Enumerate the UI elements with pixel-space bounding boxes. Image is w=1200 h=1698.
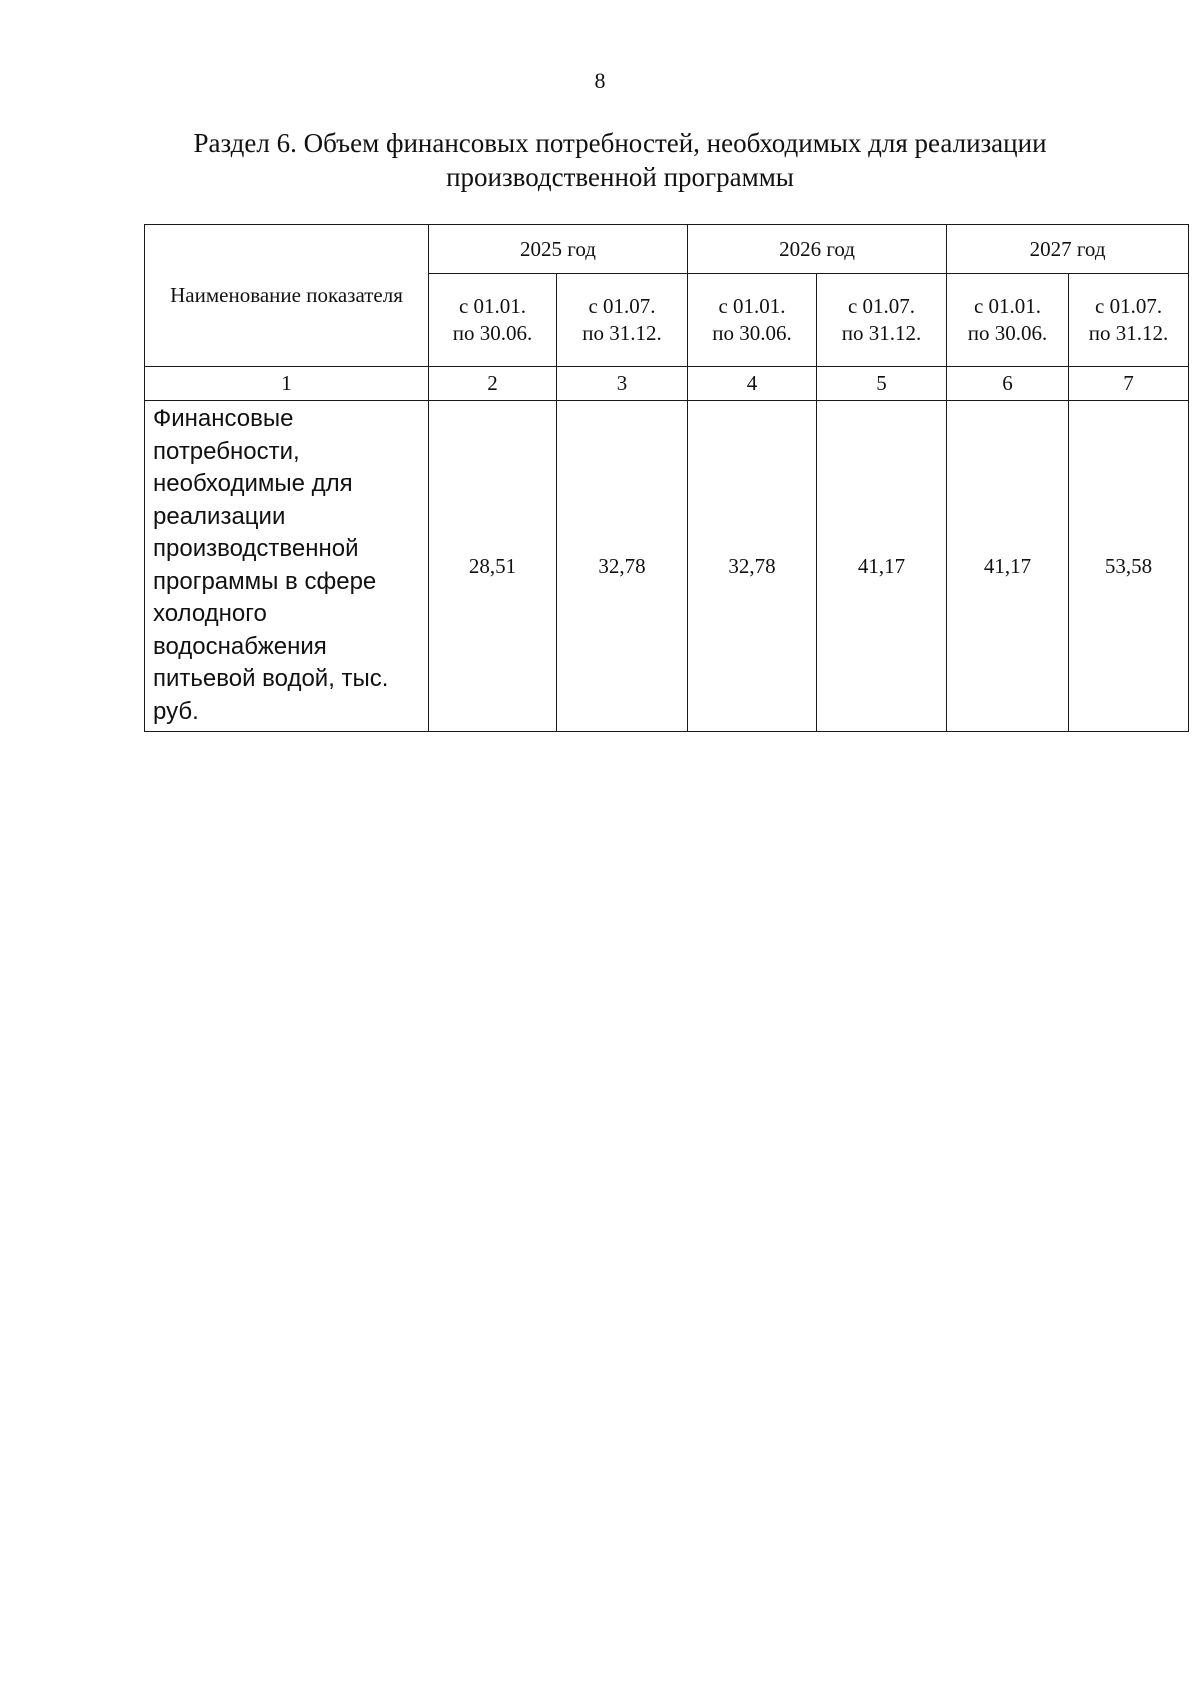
section-title (120, 126, 1120, 194)
financial-needs-table (144, 224, 1189, 732)
value-cell: 41,17 (947, 401, 1069, 732)
column-number: 6 (947, 367, 1069, 401)
period-to: по 30.06. (967, 321, 1048, 345)
period-from: с 01.07. (1095, 294, 1163, 318)
period-header (557, 274, 688, 367)
column-number: 3 (557, 367, 688, 401)
value-cell: 32,78 (557, 401, 688, 732)
year-header-2026: 2026 год (688, 225, 947, 274)
period-from: с 01.01. (718, 294, 786, 318)
period-to: по 31.12. (1088, 321, 1169, 345)
column-number: 4 (688, 367, 817, 401)
period-to: по 30.06. (712, 321, 792, 345)
row-label: Финансовые потребности, необходимые для реализации производственной программы в сфере холодного водоснабжения питьевой водой, тыс. руб. (145, 401, 429, 732)
period-header (429, 274, 557, 367)
section-title-line-2: производственной программы (446, 162, 794, 192)
value-cell: 32,78 (688, 401, 817, 732)
column-number: 2 (429, 367, 557, 401)
period-header (1069, 274, 1189, 367)
period-to: по 31.12. (841, 321, 922, 345)
column-number: 5 (817, 367, 947, 401)
table-row (145, 401, 1189, 732)
value-cell: 28,51 (429, 401, 557, 732)
value-cell: 41,17 (817, 401, 947, 732)
column-number: 1 (145, 367, 429, 401)
column-number: 7 (1069, 367, 1189, 401)
period-from: с 01.01. (973, 294, 1042, 318)
period-from: с 01.07. (847, 294, 916, 318)
period-to: по 31.12. (582, 321, 662, 345)
indicator-name-header: Наименование показателя (145, 225, 429, 367)
year-header-2027: 2027 год (947, 225, 1189, 274)
value-cell: 53,58 (1069, 401, 1189, 732)
year-header-2025: 2025 год (429, 225, 688, 274)
period-from: с 01.01. (458, 294, 527, 318)
period-header (817, 274, 947, 367)
period-header (947, 274, 1069, 367)
page-number: 8 (594, 68, 606, 93)
period-to: по 30.06. (452, 321, 533, 345)
section-title-line-1: Раздел 6. Объем финансовых потребностей, необходимых для реализации (193, 128, 1047, 158)
period-from: с 01.07. (588, 294, 656, 318)
period-header (688, 274, 817, 367)
